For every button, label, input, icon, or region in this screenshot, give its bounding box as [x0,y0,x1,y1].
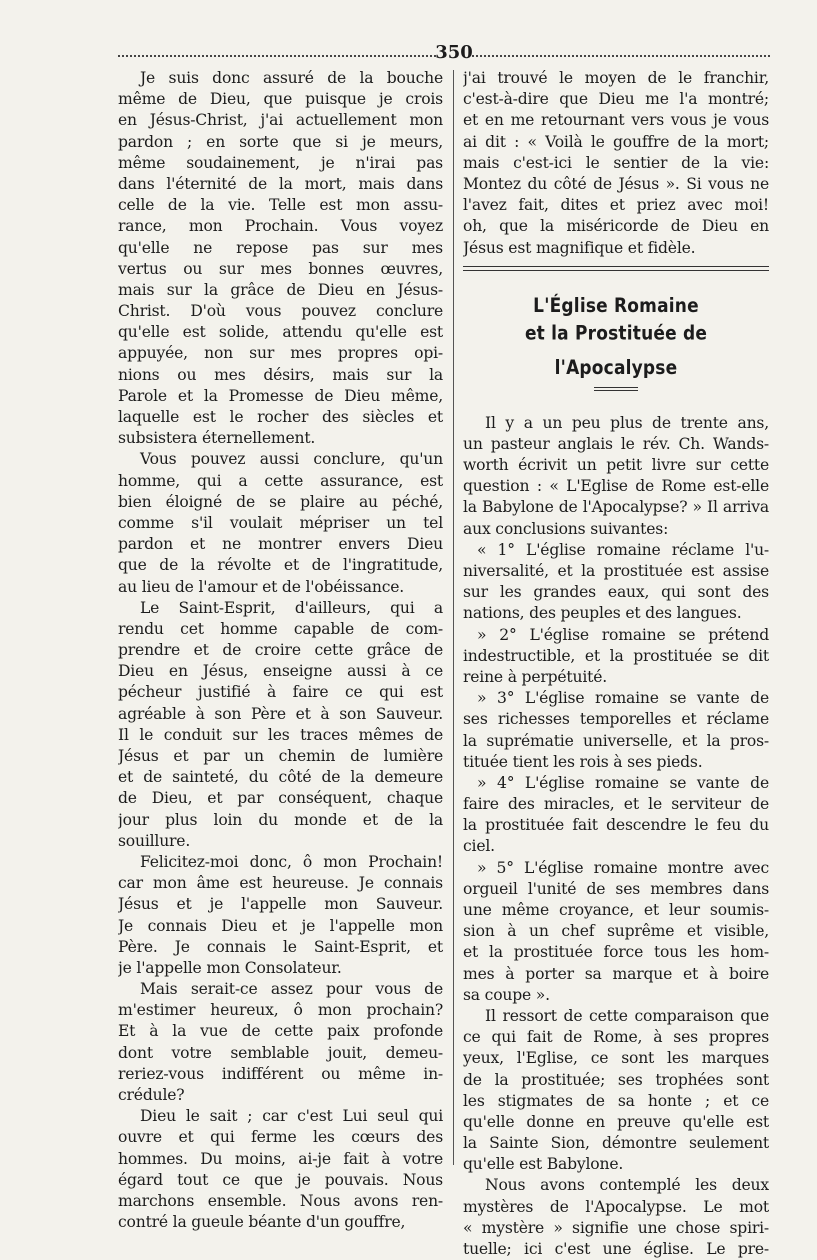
text-line: rance, mon Prochain. Vous voyez [118,217,443,236]
text-line: la suprématie universelle, et la pros- [463,731,769,750]
text-line: mes à porter sa marque et à boire [463,964,769,983]
text-line: bien éloigné de se plaire au péché, [118,492,443,511]
text-line: worth écrivit un petit livre sur cette [463,456,769,475]
text-line: sa coupe ». [463,985,550,1004]
text-line: je l'appelle mon Consolateur. [118,958,342,977]
page-number: 350 [435,42,473,63]
text-line: mais sur la grâce de Dieu en Jésus- [118,280,443,299]
text-line: Jésus et je l'appelle mon Sauveur. [118,895,443,914]
text-line: l'avez fait, dites et priez avec moi! [463,196,769,215]
text-line: égard tout ce que je pouvais. Nous [118,1170,443,1189]
section-title-line2: et la Prostituée de l'Apocalypse [524,321,708,380]
text-line: Père. Je connais le Saint-Esprit, et [118,937,443,956]
text-line: et la prostituée force tous les hom- [463,943,769,962]
text-line: c'est-à-dire que Dieu me l'a montré; [463,90,769,109]
text-line: Je suis donc assuré de la bouche [140,69,443,87]
text-line: même soudainement, je n'irai pas [118,153,443,172]
text-line: car mon âme est heureuse. Je connais [118,874,443,893]
header-rule-left [118,55,436,57]
text-line: reriez-vous indifférent ou même in- [118,1064,443,1083]
text-line: Jésus est magnifique et fidèle. [463,238,696,257]
text-line: aux conclusions suivantes: [463,519,669,538]
text-line: Felicitez-moi donc, ô mon Prochain! [140,852,443,871]
text-line: Dieu en Jésus, enseigne aussi à ce [118,662,443,681]
text-line: nions ou mes désirs, mais sur la [118,365,443,384]
text-line: Il le conduit sur les traces mêmes de [118,725,443,744]
text-line: et en me retournant vers vous je vous [463,111,769,130]
text-line: Le Saint-Esprit, d'ailleurs, qui a [140,598,443,617]
text-line: mais c'est-ici le sentier de la vie: [463,153,769,172]
text-line: « mystère » signifie une chose spiri- [463,1218,769,1237]
right-column-top-text [463,68,769,259]
text-line: dont votre semblable jouit, demeu- [118,1043,443,1062]
text-line: de la prostituée; ses trophées sont [463,1070,769,1089]
text-line: vertus ou sur mes bonnes œuvres, [118,259,443,278]
text-line: contré la gueule béante d'un gouffre, [118,1213,406,1232]
text-line: au lieu de l'amour et de l'obéissance. [118,577,405,596]
text-line: Je connais Dieu et je l'appelle mon [118,916,443,935]
text-line: niversalité, et la prostituée est assise [463,562,769,580]
text-line: Vous pouvez aussi conclure, qu'un [140,450,443,469]
text-line: crédule? [118,1086,185,1104]
text-line: que de la révolte et de l'ingratitude, [118,556,443,575]
section-title-line1: L'Église Romaine [533,294,699,318]
header-rule-right [472,55,770,57]
text-line: pardon ; en sorte que si je meurs, [118,132,443,151]
text-line: laquelle est le rocher des siècles et [118,408,443,426]
text-line: un pasteur anglais le rév. Ch. Wands- [463,434,769,453]
text-line: Il y a un peu plus de trente ans, [485,413,769,432]
text-line: agréable à son Père et à son Sauveur. [118,704,443,723]
text-line: sur les grandes eaux, qui sont des [463,583,769,602]
text-line: en Jésus-Christ, j'ai actuellement mon [118,111,443,130]
text-line: Parole et la Promesse de Dieu même, [118,386,443,405]
text-line: dans l'éternité de la mort, mais dans [118,174,443,193]
text-line: « 1° L'église romaine réclame l'u- [477,540,769,559]
text-line: Montez du côté de Jésus ». Si vous ne [463,174,769,193]
right-column [463,68,769,1260]
text-line: j'ai trouvé le moyen de le franchir, [463,69,769,87]
text-line: sion à un chef suprême et visible, [463,922,769,941]
text-line: question : « L'Eglise de Rome est-elle [463,477,769,496]
text-line: » 3° L'église romaine se vante de [477,689,769,708]
text-line: la Sainte Sion, démontre seulement [463,1134,769,1153]
text-line: la prostituée fait descendre le feu du [463,816,769,835]
text-line: celle de la vie. Telle est mon assu- [118,196,443,215]
text-line: subsistera éternellement. [118,429,316,448]
text-line: » 2° L'église romaine se prétend [477,625,769,644]
text-line: prendre et de croire cette grâce de [118,641,443,660]
text-line: qu'elle est solide, attendu qu'elle est [118,323,443,342]
text-line: oh, que la miséricorde de Dieu en [463,217,769,236]
text-line: Dieu le sait ; car c'est Lui seul qui [140,1107,443,1126]
text-line: ouvre et qui ferme les cœurs des [118,1128,443,1147]
text-line: pardon et ne montrer envers Dieu [118,535,443,554]
text-line: homme, qui a cette assurance, est [118,471,443,490]
text-line: Mais serait-ce assez pour vous de [140,980,443,999]
text-line: m'estimer heureux, ô mon prochain? [118,1001,443,1020]
title-underline [594,387,638,391]
text-line: » 4° L'église romaine se vante de [477,773,769,792]
text-line: ce qui fait de Rome, à ses propres [463,1028,769,1047]
text-line: les stigmates de sa honte ; et ce [463,1091,769,1110]
text-line: la Babylone de l'Apocalypse? » Il arriva [463,498,769,517]
text-line: nations, des peuples et des langues. [463,604,742,623]
text-line: appuyée, non sur mes propres opi- [118,344,443,363]
text-line: ai dit : « Voilà le gouffre de la mort; [463,132,769,151]
text-line: rendu cet homme capable de com- [118,619,443,638]
text-line: Nous avons contemplé les deux [485,1176,769,1195]
right-column-bottom-text [463,413,769,1260]
left-column [118,68,443,1233]
text-line: Jésus et par un chemin de lumière [118,747,443,765]
text-line: » 5° L'église romaine montre avec [477,858,769,877]
text-line: hommes. Du moins, ai-je fait à votre [118,1149,443,1168]
text-line: Et à la vue de cette paix profonde [118,1022,443,1041]
text-line: indestructible, et la prostituée se dit [463,646,769,665]
text-line: mystères de l'Apocalypse. Le mot [463,1197,769,1216]
section-separator [463,266,769,271]
text-line: jour plus loin du monde et de la [118,810,443,829]
text-line: marchons ensemble. Nous avons ren- [118,1191,443,1210]
text-line: et de sainteté, du côté de la demeure [118,768,443,787]
text-line: tuelle; ici c'est une église. Le pre- [463,1240,769,1258]
text-line: orgueil l'unité de ses membres dans [463,879,769,898]
text-line: tituée tient les rois à ses pieds. [463,752,703,771]
text-line: qu'elle est Babylone. [463,1155,624,1174]
text-line: comme s'il voulait mépriser un tel [118,513,443,532]
text-line: Il ressort de cette comparaison que [485,1006,769,1025]
text-line: yeux, l'Eglise, ce sont les marques [463,1049,769,1068]
text-line: de Dieu, et par conséquent, chaque [118,789,443,808]
text-line: ses richesses temporelles et réclame [463,710,769,729]
text-line: reine à perpétuité. [463,667,607,686]
text-line: souillure. [118,831,191,850]
text-line: pécheur justifié à faire ce qui est [118,683,443,702]
column-divider [453,70,454,1165]
text-line: même de Dieu, que puisque je crois [118,90,443,109]
text-line: ciel. [463,837,495,856]
text-line: qu'elle donne en preuve qu'elle est [463,1112,769,1131]
text-line: Christ. D'où vous pouvez conclure [118,302,443,321]
text-line: une même croyance, et leur soumis- [463,901,769,919]
text-line: faire des miracles, et le serviteur de [463,795,769,814]
text-line: qu'elle ne repose pas sur mes [118,238,443,257]
